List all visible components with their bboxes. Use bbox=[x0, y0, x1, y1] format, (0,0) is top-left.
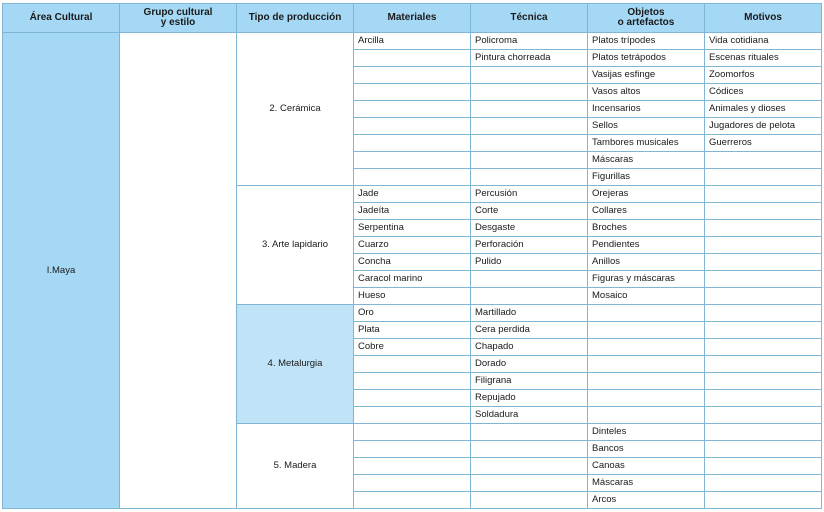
tecnica-cell: Chapado bbox=[471, 339, 588, 356]
motivos-cell bbox=[705, 169, 822, 186]
tecnica-cell: Perforación bbox=[471, 237, 588, 254]
tipo-produccion-cell: 5. Madera bbox=[237, 424, 354, 509]
tecnica-cell: Pulido bbox=[471, 254, 588, 271]
objetos-cell: Vasijas esfinge bbox=[588, 67, 705, 84]
objetos-cell: Pendientes bbox=[588, 237, 705, 254]
tecnica-cell: Cera perdida bbox=[471, 322, 588, 339]
motivos-cell bbox=[705, 203, 822, 220]
materiales-cell bbox=[354, 492, 471, 509]
objetos-cell bbox=[588, 390, 705, 407]
objetos-cell bbox=[588, 322, 705, 339]
motivos-cell bbox=[705, 441, 822, 458]
table-body bbox=[3, 33, 822, 509]
tecnica-cell bbox=[471, 424, 588, 441]
motivos-cell bbox=[705, 152, 822, 169]
tecnica-cell bbox=[471, 135, 588, 152]
objetos-cell: Arcos bbox=[588, 492, 705, 509]
materiales-cell bbox=[354, 169, 471, 186]
tecnica-cell bbox=[471, 152, 588, 169]
motivos-cell bbox=[705, 305, 822, 322]
tecnica-cell bbox=[471, 271, 588, 288]
tecnica-cell bbox=[471, 475, 588, 492]
motivos-cell bbox=[705, 475, 822, 492]
materiales-cell bbox=[354, 424, 471, 441]
grupo-cultural-cell bbox=[120, 33, 237, 509]
materiales-cell: Plata bbox=[354, 322, 471, 339]
materiales-cell bbox=[354, 475, 471, 492]
motivos-cell bbox=[705, 288, 822, 305]
motivos-cell bbox=[705, 186, 822, 203]
tecnica-cell: Desgaste bbox=[471, 220, 588, 237]
objetos-cell: Collares bbox=[588, 203, 705, 220]
motivos-cell: Zoomorfos bbox=[705, 67, 822, 84]
materiales-cell: Concha bbox=[354, 254, 471, 271]
tecnica-cell bbox=[471, 288, 588, 305]
header-motivos: Motivos bbox=[705, 4, 822, 33]
objetos-cell: Bancos bbox=[588, 441, 705, 458]
materiales-cell bbox=[354, 135, 471, 152]
header-objetos: Objetos o artefactos bbox=[588, 4, 705, 33]
motivos-cell: Guerreros bbox=[705, 135, 822, 152]
materiales-cell: Oro bbox=[354, 305, 471, 322]
materiales-cell: Jade bbox=[354, 186, 471, 203]
objetos-cell: Mosaico bbox=[588, 288, 705, 305]
materiales-cell bbox=[354, 84, 471, 101]
materiales-cell: Hueso bbox=[354, 288, 471, 305]
motivos-cell bbox=[705, 407, 822, 424]
tecnica-cell bbox=[471, 67, 588, 84]
motivos-cell bbox=[705, 339, 822, 356]
materiales-cell bbox=[354, 407, 471, 424]
tecnica-cell bbox=[471, 101, 588, 118]
motivos-cell bbox=[705, 356, 822, 373]
motivos-cell bbox=[705, 271, 822, 288]
objetos-cell bbox=[588, 407, 705, 424]
materiales-cell: Caracol marino bbox=[354, 271, 471, 288]
tipo-produccion-cell: 3. Arte lapidario bbox=[237, 186, 354, 305]
materiales-cell bbox=[354, 118, 471, 135]
objetos-cell: Dinteles bbox=[588, 424, 705, 441]
materiales-cell bbox=[354, 390, 471, 407]
objetos-cell: Canoas bbox=[588, 458, 705, 475]
tecnica-cell bbox=[471, 458, 588, 475]
tecnica-cell: Dorado bbox=[471, 356, 588, 373]
materiales-cell: Serpentina bbox=[354, 220, 471, 237]
objetos-cell: Tambores musicales bbox=[588, 135, 705, 152]
materiales-cell: Arcilla bbox=[354, 33, 471, 50]
objetos-cell: Vasos altos bbox=[588, 84, 705, 101]
materiales-cell: Jadeíta bbox=[354, 203, 471, 220]
motivos-cell: Jugadores de pelota bbox=[705, 118, 822, 135]
materiales-cell bbox=[354, 67, 471, 84]
objetos-cell: Máscaras bbox=[588, 475, 705, 492]
objetos-cell bbox=[588, 373, 705, 390]
motivos-cell: Códices bbox=[705, 84, 822, 101]
classification-table-container bbox=[2, 3, 822, 509]
objetos-cell: Broches bbox=[588, 220, 705, 237]
header-materiales: Materiales bbox=[354, 4, 471, 33]
cultural-production-table bbox=[2, 3, 822, 509]
motivos-cell bbox=[705, 254, 822, 271]
tecnica-cell bbox=[471, 492, 588, 509]
objetos-cell bbox=[588, 356, 705, 373]
area-cultural-cell: I.Maya bbox=[3, 33, 120, 509]
motivos-cell: Animales y dioses bbox=[705, 101, 822, 118]
objetos-cell bbox=[588, 339, 705, 356]
header-area-cultural: Área Cultural bbox=[3, 4, 120, 33]
materiales-cell: Cuarzo bbox=[354, 237, 471, 254]
tecnica-cell: Repujado bbox=[471, 390, 588, 407]
objetos-cell: Platos tetrápodos bbox=[588, 50, 705, 67]
objetos-cell: Orejeras bbox=[588, 186, 705, 203]
motivos-cell bbox=[705, 492, 822, 509]
objetos-cell: Platos trípodes bbox=[588, 33, 705, 50]
tecnica-cell: Policroma bbox=[471, 33, 588, 50]
motivos-cell bbox=[705, 220, 822, 237]
header-row bbox=[3, 4, 822, 33]
objetos-cell bbox=[588, 305, 705, 322]
materiales-cell bbox=[354, 356, 471, 373]
motivos-cell bbox=[705, 237, 822, 254]
objetos-cell: Incensarios bbox=[588, 101, 705, 118]
tecnica-cell bbox=[471, 118, 588, 135]
objetos-cell: Figurillas bbox=[588, 169, 705, 186]
tipo-produccion-cell: 4. Metalurgia bbox=[237, 305, 354, 424]
motivos-cell bbox=[705, 424, 822, 441]
tecnica-cell: Pintura chorreada bbox=[471, 50, 588, 67]
table-row bbox=[3, 33, 822, 50]
objetos-cell: Anillos bbox=[588, 254, 705, 271]
motivos-cell bbox=[705, 390, 822, 407]
tecnica-cell: Percusión bbox=[471, 186, 588, 203]
tipo-produccion-cell: 2. Cerámica bbox=[237, 33, 354, 186]
motivos-cell: Escenas rituales bbox=[705, 50, 822, 67]
materiales-cell bbox=[354, 373, 471, 390]
motivos-cell bbox=[705, 458, 822, 475]
motivos-cell bbox=[705, 322, 822, 339]
objetos-cell: Sellos bbox=[588, 118, 705, 135]
tecnica-cell: Corte bbox=[471, 203, 588, 220]
tecnica-cell bbox=[471, 169, 588, 186]
materiales-cell bbox=[354, 101, 471, 118]
tecnica-cell: Martillado bbox=[471, 305, 588, 322]
materiales-cell bbox=[354, 441, 471, 458]
materiales-cell bbox=[354, 458, 471, 475]
motivos-cell bbox=[705, 373, 822, 390]
objetos-cell: Figuras y máscaras bbox=[588, 271, 705, 288]
materiales-cell bbox=[354, 152, 471, 169]
header-tipo-produccion: Tipo de producción bbox=[237, 4, 354, 33]
tecnica-cell bbox=[471, 441, 588, 458]
materiales-cell: Cobre bbox=[354, 339, 471, 356]
header-tecnica: Técnica bbox=[471, 4, 588, 33]
tecnica-cell bbox=[471, 84, 588, 101]
header-grupo-cultural: Grupo cultural y estilo bbox=[120, 4, 237, 33]
tecnica-cell: Soldadura bbox=[471, 407, 588, 424]
objetos-cell: Máscaras bbox=[588, 152, 705, 169]
materiales-cell bbox=[354, 50, 471, 67]
tecnica-cell: Filigrana bbox=[471, 373, 588, 390]
motivos-cell: Vida cotidiana bbox=[705, 33, 822, 50]
